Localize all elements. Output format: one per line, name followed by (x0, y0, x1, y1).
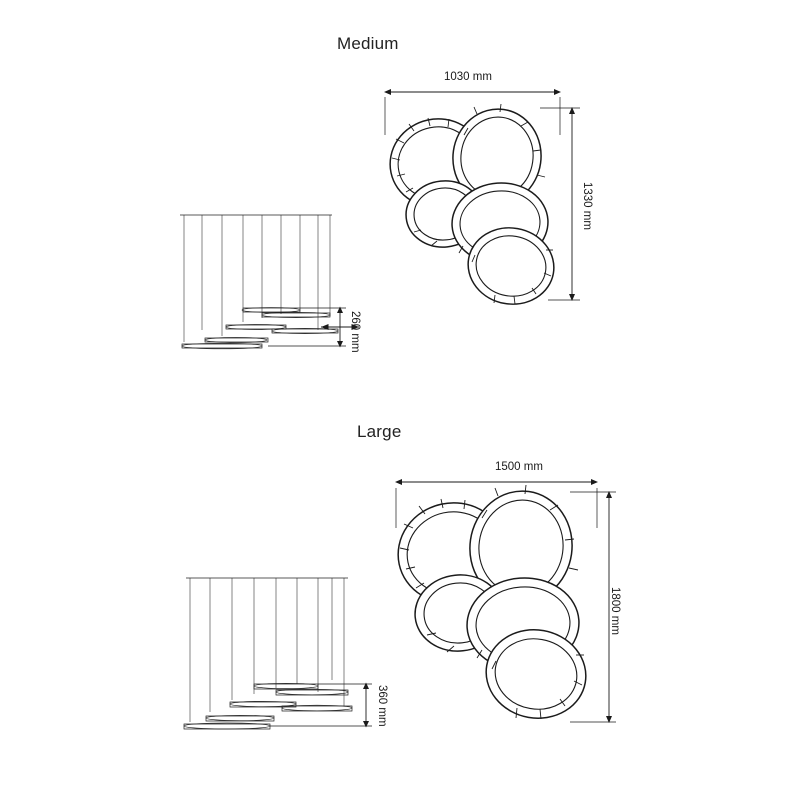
medium-height-dimension (540, 107, 580, 301)
large-ring-cluster (389, 484, 593, 726)
large-width-dimension (395, 479, 598, 528)
dimension-label-large-width: 1500 mm (495, 461, 543, 473)
section-title-medium: Medium (337, 34, 399, 53)
medium-ring-cluster (382, 103, 560, 311)
medium-suspension-cables (184, 215, 330, 342)
medium-width-dimension (384, 89, 561, 135)
medium-drop-dimension (268, 307, 359, 348)
large-suspension-cables (190, 578, 344, 722)
large-fixture-body (184, 683, 352, 729)
dimension-label-medium-height: 1330 mm (581, 182, 593, 230)
large-drop-dimension (270, 683, 372, 728)
medium-fixture-body (182, 308, 338, 349)
large-front-elevation (184, 578, 372, 729)
dimension-label-medium-width: 1030 mm (444, 71, 492, 83)
dimension-label-medium-drop: 260 mm (349, 311, 361, 353)
medium-front-elevation (180, 215, 359, 349)
medium-ring-segment-ticks (392, 104, 553, 304)
dimension-label-large-drop: 360 mm (376, 685, 388, 727)
dimension-label-large-height: 1800 mm (609, 587, 621, 635)
section-title-large: Large (357, 422, 402, 441)
medium-plan-view (382, 89, 580, 311)
large-ring-segment-ticks (400, 485, 584, 719)
large-plan-view (389, 479, 616, 726)
